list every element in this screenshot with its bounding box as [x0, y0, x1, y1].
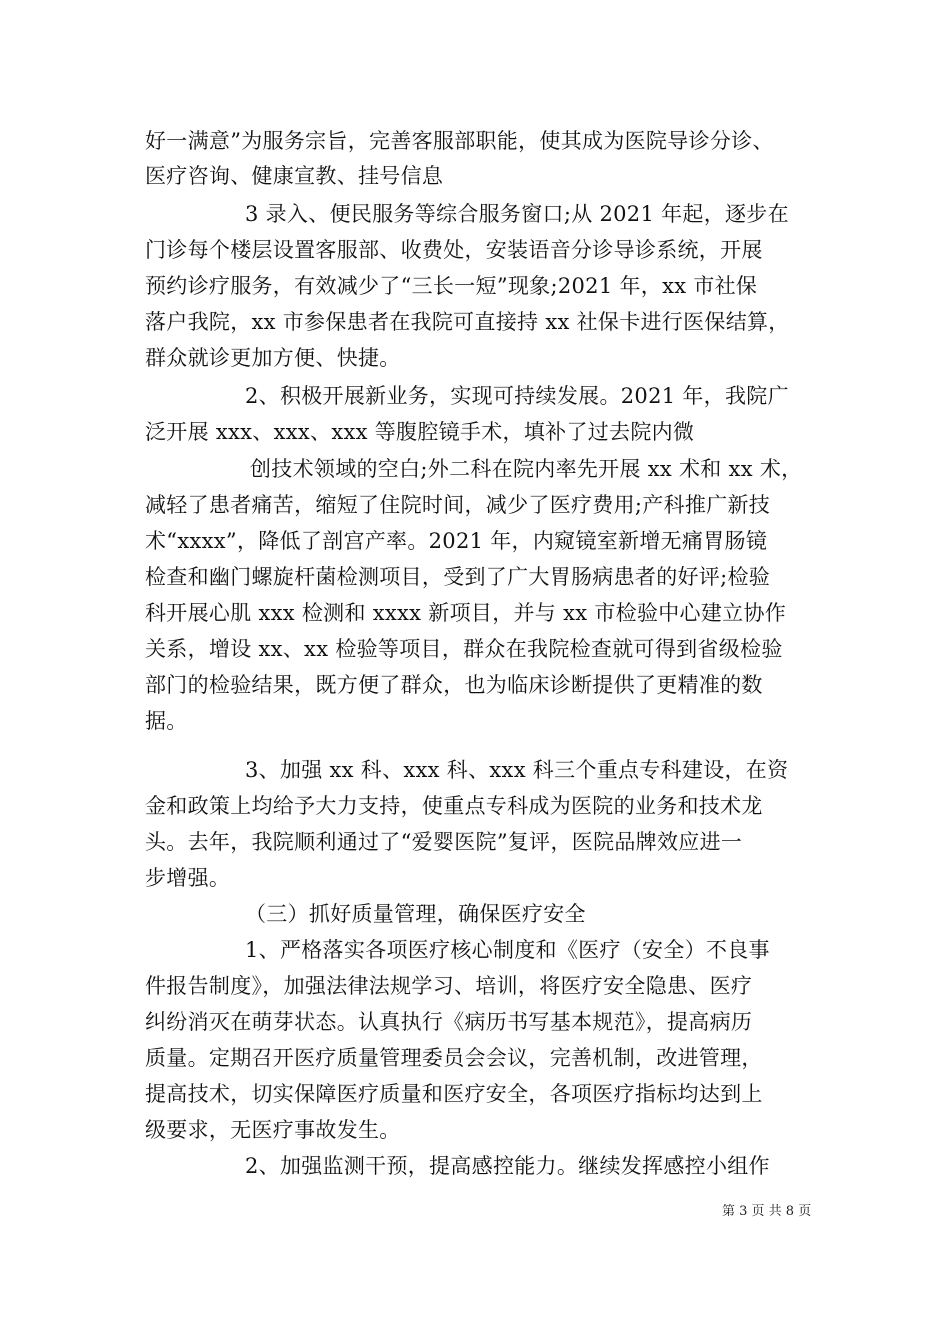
text-line: 减轻了患者痛苦，缩短了住院时间，减少了医疗费用;产科推广新技	[145, 493, 771, 517]
text-line: 泛开展 xxx、xxx、xxx 等腹腔镜手术，填补了过去院内微	[145, 420, 695, 444]
text-line: 3、加强 xx 科、xxx 科、xxx 科三个重点专科建设，在资	[245, 758, 789, 782]
text-line: 部门的检验结果，既方便了群众，也为临床诊断提供了更精准的数	[145, 673, 763, 697]
text-line: 头。去年，我院顺利通过了“爱婴医院”复评，医院品牌效应进一	[145, 830, 743, 854]
text-line: 预约诊疗服务，有效减少了“三长一短”现象;2021 年，xx 市社保	[145, 274, 758, 298]
text-line: 2、加强监测干预，提高感控能力。继续发挥感控小组作	[245, 1154, 770, 1178]
text-line: 件报告制度》，加强法律法规学习、培训，将医疗安全隐患、医疗	[145, 974, 753, 998]
text-line: 好一满意”为服务宗旨，完善客服部职能，使其成为医院导诊分诊、	[145, 129, 774, 153]
section-heading: （三）抓好质量管理，确保医疗安全	[245, 902, 586, 926]
page-footer: 第 3 页 共 8 页	[722, 1204, 812, 1219]
text-line: 级要求，无医疗事故发生。	[145, 1118, 401, 1142]
text-line: 提高技术，切实保障医疗质量和医疗安全，各项医疗指标均达到上	[145, 1082, 763, 1106]
text-line: 质量。定期召开医疗质量管理委员会会议，完善机制，改进管理，	[145, 1046, 763, 1070]
text-line: 落户我院，xx 市参保患者在我院可直接持 xx 社保卡进行医保结算，	[145, 310, 790, 334]
text-line: 关系，增设 xx、xx 检验等项目，群众在我院检查就可得到省级检验	[145, 637, 783, 661]
text-line: 术“xxxx”，降低了剖宫产率。2021 年，内窥镜室新增无痛胃肠镜	[145, 529, 768, 553]
text-line: 科开展心肌 xxx 检测和 xxxx 新项目，并与 xx 市检验中心建立协作	[145, 601, 787, 625]
text-line: 检查和幽门螺旋杆菌检测项目，受到了广大胃肠病患者的好评;检验	[145, 565, 771, 589]
text-line: 3 录入、便民服务等综合服务窗口;从 2021 年起，逐步在	[245, 202, 789, 226]
text-line: 2、积极开展新业务，实现可持续发展。2021 年，我院广	[245, 384, 789, 408]
text-line: 纠纷消灭在萌芽状态。认真执行《病历书写基本规范》，提高病历	[145, 1010, 753, 1034]
text-line: 医疗咨询、健康宣教、挂号信息	[145, 164, 444, 188]
text-line: 步增强。	[145, 866, 231, 890]
text-line: 据。	[145, 709, 188, 733]
text-line: 1、严格落实各项医疗核心制度和《医疗（安全）不良事	[245, 938, 770, 962]
text-line: 创技术领域的空白;外二科在院内率先开展 xx 术和 xx 术，	[250, 457, 803, 481]
text-line: 门诊每个楼层设置客服部、收费处，安装语音分诊导诊系统，开展	[145, 238, 763, 262]
text-line: 群众就诊更加方便、快捷。	[145, 346, 401, 370]
text-line: 金和政策上均给予大力支持，使重点专科成为医院的业务和技术龙	[145, 794, 763, 818]
